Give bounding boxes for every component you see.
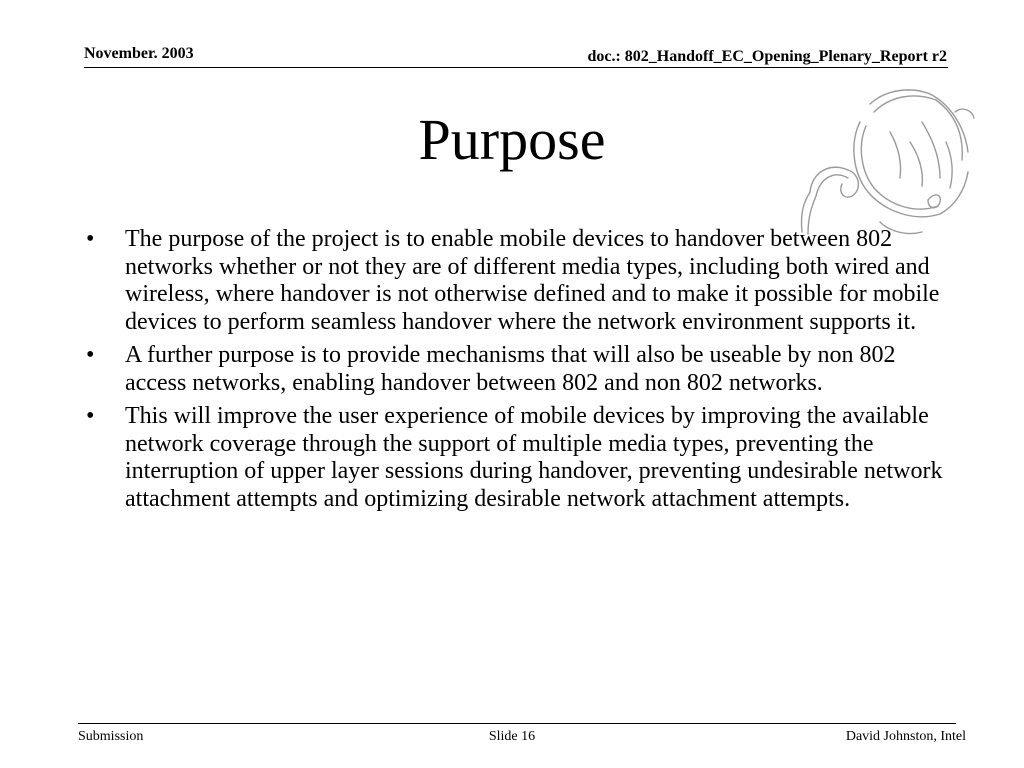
footer-submission: Submission xyxy=(78,729,144,744)
footer-author: David Johnston, Intel xyxy=(845,729,966,744)
slide-title: Purpose xyxy=(418,107,606,172)
header-date: November. 2003 xyxy=(84,45,194,62)
bullet-text: The purpose of the project is to enable mobile devices to handover between 802 networks whether or not they are of different media types, including both wired and wireless, where handover is not otherwise defined and to make it possible for mobile devices to perform seamless handover where the network environment supports it. xyxy=(125,226,940,335)
bullet-dot-icon: • xyxy=(86,403,95,429)
bullet-text: This will improve the user experience of mobile devices by improving the available network coverage through the support of multiple media types, preventing the interruption of upper layer sessions during handover, preventing undesirable network attachment attempts and optimizing desirable network attachment attempts. xyxy=(125,403,943,512)
bullet-dot-icon: • xyxy=(86,226,95,252)
header-doc-id: doc.: 802_Handoff_EC_Opening_Plenary_Report r2 xyxy=(587,48,947,65)
footer-slide-number: Slide 16 xyxy=(488,729,536,744)
bullet-item xyxy=(86,403,946,513)
bullet-text: A further purpose is to provide mechanisms that will also be useable by non 802 access networks, enabling handover between 802 and non 802 networks. xyxy=(125,342,896,396)
bullet-list xyxy=(86,226,946,519)
footer-divider xyxy=(78,723,956,724)
bullet-dot-icon: • xyxy=(86,342,95,368)
bullet-item xyxy=(86,342,946,397)
bullet-item xyxy=(86,226,946,336)
header-divider xyxy=(84,67,948,68)
